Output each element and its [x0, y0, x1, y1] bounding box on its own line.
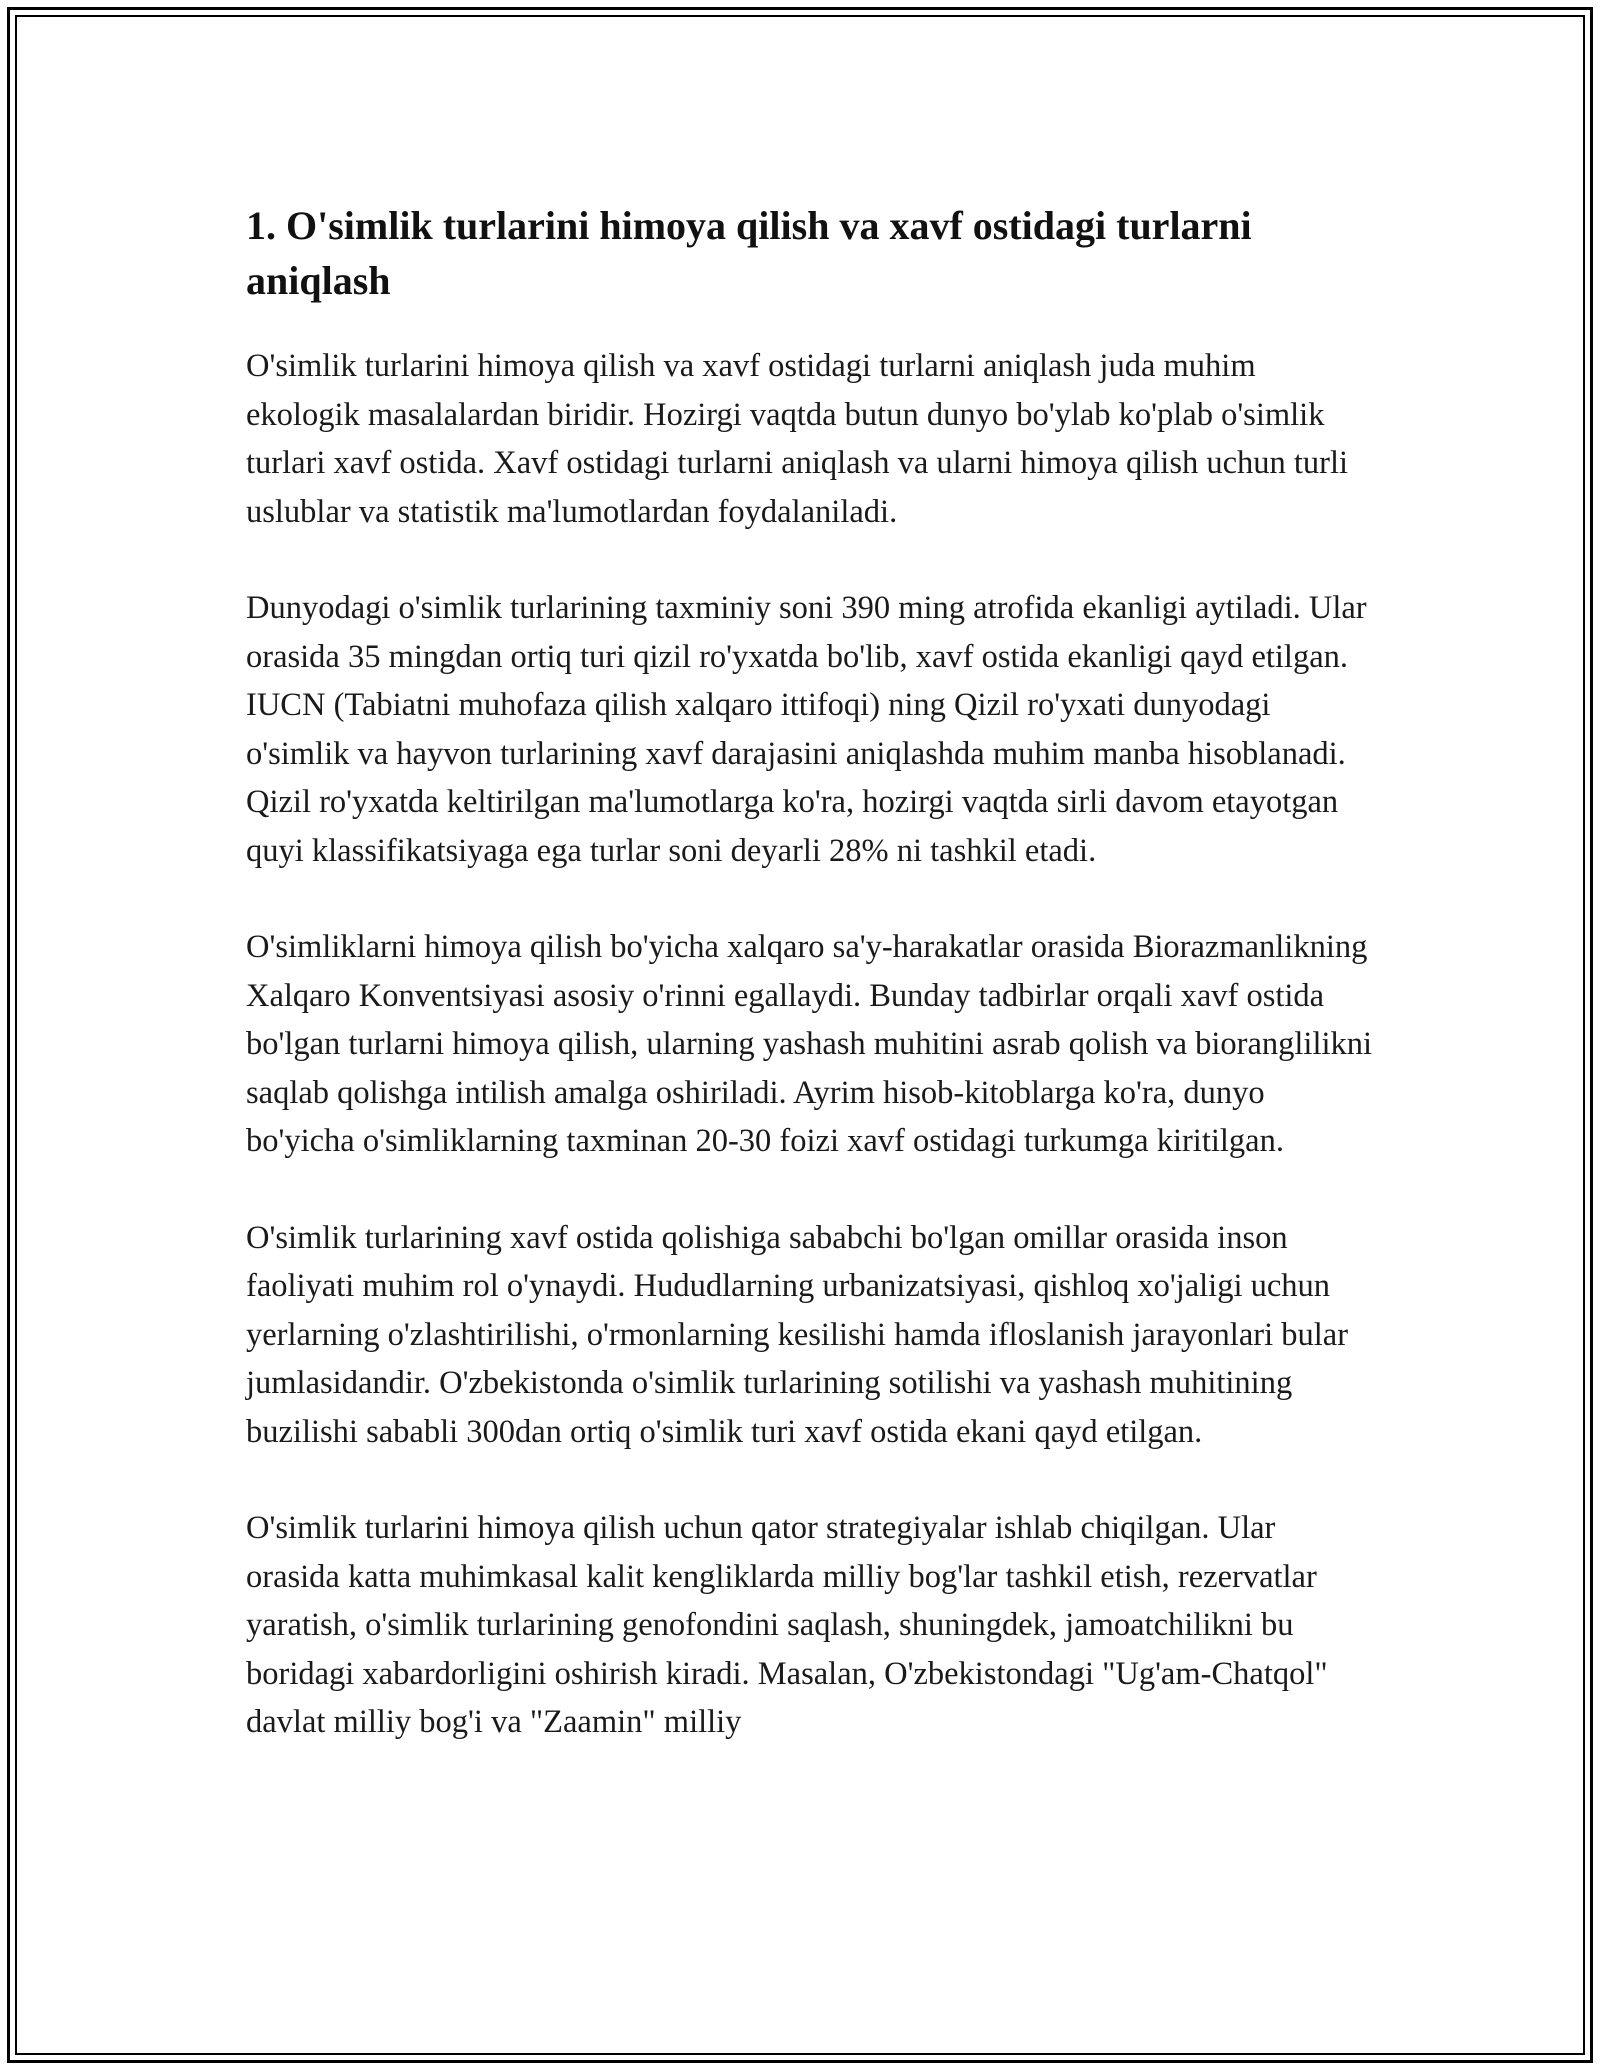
page-frame: [7, 7, 1593, 2063]
document-title: 1. O'simlik turlarini himoya qilish va xavf ostidagi turlarni aniqlash: [246, 203, 1252, 303]
paragraph-2: Dunyodagi o'simlik turlarining taxminiy soni 390 ming atrofida ekanligi aytiladi. Ular orasida 35 mingdan ortiq turi qizil ro'yxatda bo'lib, xavf ostida ekanligi qayd etilgan. IUCN (Tabiatni muhofaza qilish xalqaro ittifoqi) ning Qizil ro'yxati dunyodagi o'simlik va hayvon turlarining xavf darajasini aniqlashda muhim manba hisoblanadi. Qizil ro'yxatda keltirilgan ma'lumotlarga ko'ra, hozirgi vaqtda sirli davom etayotgan quyi klassifikatsiyaga ega turlar soni deyarli 28% ni tashkil etadi.: [246, 590, 1367, 869]
document-body: [246, 198, 1376, 1795]
paragraph-3: O'simliklarni himoya qilish bo'yicha xalqaro sa'y-harakatlar orasida Biorazmanlikning Xalqaro Konventsiyasi asosiy o'rinni egallaydi. Bunday tadbirlar orqali xavf ostida bo'lgan turlarni himoya qilish, ularning yashash muhitini asrab qolish va bioranglilikni saqlab qolishga intilish amalga oshiriladi. Ayrim hisob-kitoblarga ko'ra, dunyo bo'yicha o'simliklarning taxminan 20-30 foizi xavf ostidagi turkumga kiritilgan.: [246, 929, 1373, 1159]
paragraph-1: O'simlik turlarini himoya qilish va xavf ostidagi turlarni aniqlash juda muhim ekologik masalalardan biridir. Hozirgi vaqtda butun dunyo bo'ylab ko'plab o'simlik turlari xavf ostida. Xavf ostidagi turlarni aniqlash va ularni himoya qilish uchun turli uslublar va statistik ma'lumotlardan foydalaniladi.: [246, 348, 1349, 530]
paragraph-4: O'simlik turlarining xavf ostida qolishiga sababchi bo'lgan omillar orasida inson faoliyati muhim rol o'ynaydi. Hududlarning urbanizatsiyasi, qishloq xo'jaligi uchun yerlarning o'zlashtirilishi, o'rmonlarning kesilishi hamda ifloslanish jarayonlari bular jumlasidandir. O'zbekistonda o'simlik turlarining sotilishi va yashash muhitining buzilishi sababli 300dan ortiq o'simlik turi xavf ostida ekani qayd etilgan.: [246, 1219, 1349, 1450]
paragraph-5: O'simlik turlarini himoya qilish uchun qator strategiyalar ishlab chiqilgan. Ular orasida katta muhimkasal kalit kengliklarda milliy bog'lar tashkil etish, rezervatlar yaratish, o'simlik turlarining genofondini saqlash, shuningdek, jamoatchilikni bu boridagi xabardorligini oshirish kiradi. Masalan, O'zbekistondagi "Ug'am-Chatqol" davlat milliy bog'i va "Zaamin" milliy: [246, 1510, 1328, 1740]
